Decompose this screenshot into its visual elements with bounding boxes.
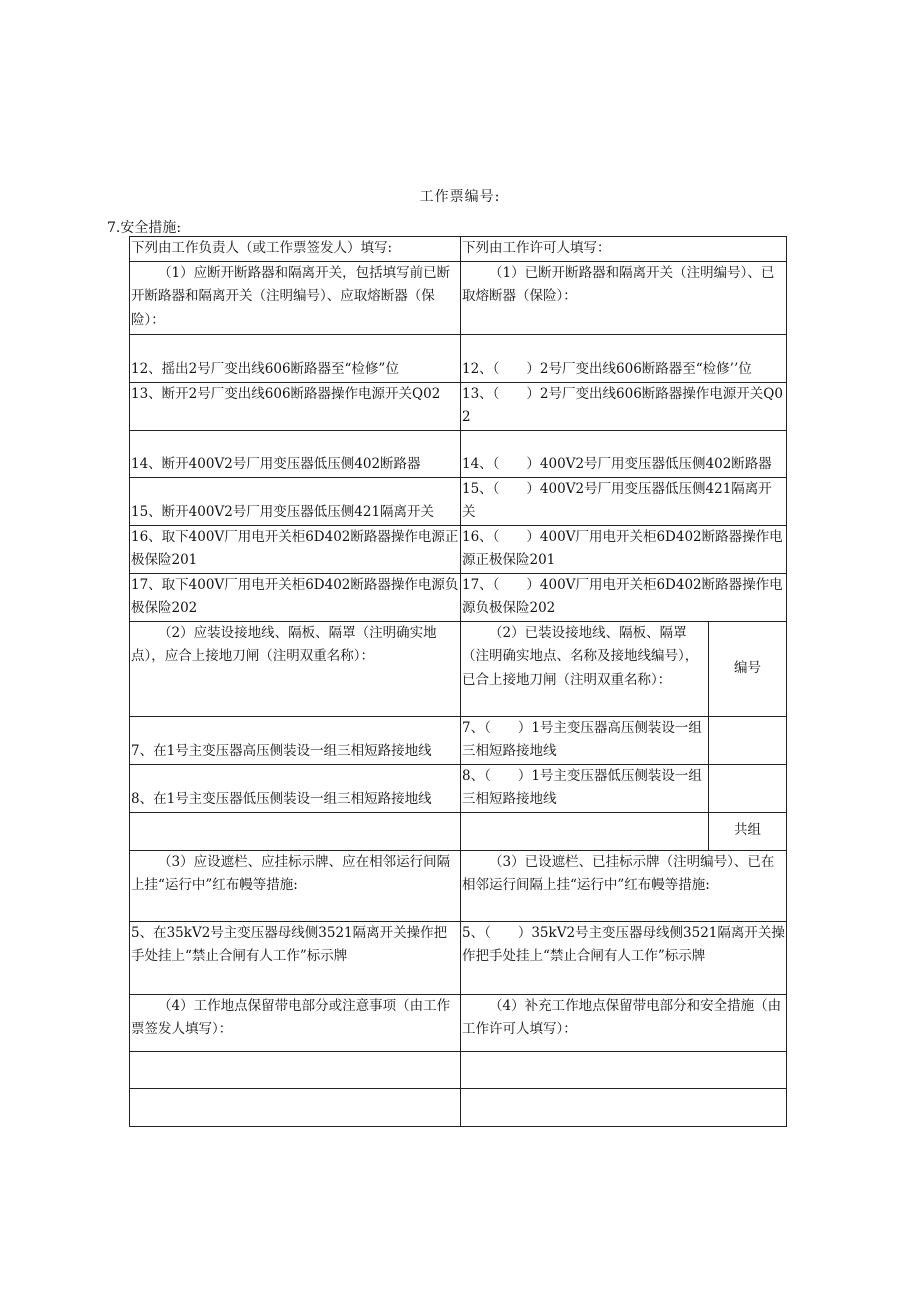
group2-right-heading: （2）已装设接地线、隔板、隔罩（注明确实地点、名称及接地线编号），已合上接地刀闸（注明双重名称）： [461,621,709,716]
group1-row-left: 15、断开400V2号厂用变压器低压侧421隔离开关 [130,477,461,525]
group2-row-right: 7、（ ）1号主变压器高压侧装设一组三相短路接地线 [461,716,709,764]
group1-row-left: 13、断开2号厂变出线606断路器操作电源开关Q02 [130,382,461,430]
safety-measures-table [129,236,787,1127]
group1-row-right: 16、（ ）400V厂用电开关柜6D402断路器操作电源正极保险201 [461,525,787,573]
group1-row-left: 12、摇出2号厂变出线606断路器至“检修”位 [130,334,461,382]
group2-left-heading: （2）应装设接地线、隔板、隔罩（注明确实地点），应合上接地刀闸（注明双重名称）： [130,621,461,716]
group3-row-right: 5、（ ）35kV2号主变压器母线侧3521隔离开关操作把手处挂上“禁止合闸有人工作”标示牌 [461,921,787,994]
group2-row-left: 7、在1号主变压器高压侧装设一组三相短路接地线 [130,716,461,764]
group1-row-left: 14、断开400V2号厂用变压器低压侧402断路器 [130,430,461,477]
group3-right-heading: （3）已设遮栏、已挂标示牌（注明编号）、已在相邻运行间隔上挂“运行中”红布幔等措施: [461,850,787,921]
header-left: 下列由工作负责人（或工作票签发人）填写: [130,237,461,262]
group2-row-number [709,716,787,764]
table-header-row [130,237,787,262]
group1-row-right: 17、（ ）400V厂用电开关柜6D402断路器操作电源负极保险202 [461,573,787,621]
group4-heading-row [130,994,787,1051]
table-row [130,716,787,764]
group1-row-left: 17、取下400V厂用电开关柜6D402断路器操作电源负极保险202 [130,573,461,621]
table-row [130,334,787,382]
group1-row-right: 13、（ ）2号厂变出线606断路器操作电源开关Q02 [461,382,787,430]
group2-total-row [130,812,787,850]
table-row [130,525,787,573]
group3-row-left: 5、在35kV2号主变压器母线侧3521隔离开关操作把手处挂上“禁止合闸有人工作”标示牌 [130,921,461,994]
group3-heading-row [130,850,787,921]
group2-total-left-blank [130,812,461,850]
header-right: 下列由工作许可人填写： [461,237,787,262]
blank-cell-left [130,1088,461,1126]
group1-row-right: 14、（ ）400V2号厂用变压器低压侧402断路器 [461,430,787,477]
group1-row-right: 15、（ ）400V2号厂用变压器低压侧421隔离开关 [461,477,787,525]
section-title: 7.安全措施: [107,220,182,236]
table-row [130,430,787,477]
table-row [130,573,787,621]
total-groups-label: 共组 [709,812,787,850]
group1-row-right: 12、（ ）2号厂变出线606断路器至“检修’’位 [461,334,787,382]
group3-left-heading: （3）应设遮栏、应挂标示牌、应在相邻运行间隔上挂“运行中”红布幔等措施: [130,850,461,921]
group2-heading-row [130,621,787,716]
blank-cell-left [130,1051,461,1088]
group4-left-heading: （4）工作地点保留带电部分或注意事项（由工作票签发人填写）： [130,994,461,1051]
group1-left-heading: （1）应断开断路器和隔离开关，包括填写前已断开断路器和隔离开关（注明编号）、应取熔断器（保险）： [130,261,461,334]
group2-row-left: 8、在1号主变压器低压侧装设一组三相短路接地线 [130,764,461,812]
table-row [130,764,787,812]
group1-right-heading: （1）已断开断路器和隔离开关（注明编号）、已取熔断器（保险）： [461,261,787,334]
group2-row-number [709,764,787,812]
group2-total-right-blank [461,812,709,850]
ticket-number-label: 工作票编号: [419,189,501,205]
group1-row-left: 16、取下400V厂用电开关柜6D402断路器操作电源正极保险201 [130,525,461,573]
blank-row [130,1088,787,1126]
table-row [130,477,787,525]
blank-cell-right [461,1051,787,1088]
blank-cell-right [461,1088,787,1126]
table-row [130,921,787,994]
group2-row-right: 8、（ ）1号主变压器低压侧装设一组三相短路接地线 [461,764,709,812]
number-column-header: 编号 [709,621,787,716]
group4-right-heading: （4）补充工作地点保留带电部分和安全措施（由工作许可人填写）： [461,994,787,1051]
blank-row [130,1051,787,1088]
table-row [130,382,787,430]
group1-heading-row [130,261,787,334]
